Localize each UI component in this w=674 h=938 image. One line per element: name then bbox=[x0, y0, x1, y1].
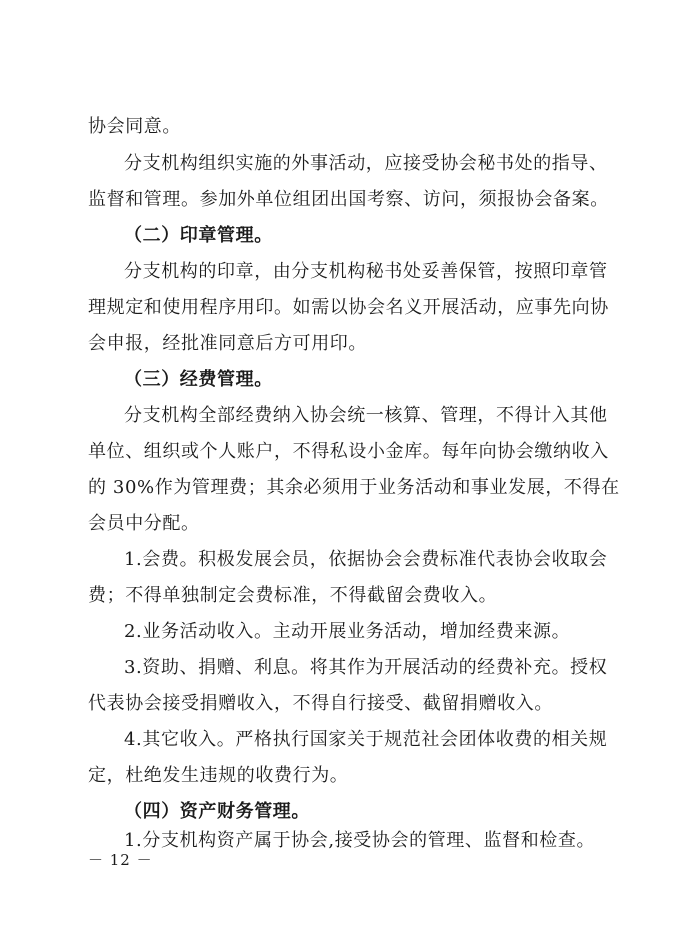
section-heading-assets: （四）资产财务管理。 bbox=[124, 801, 310, 822]
body-text-line: 会员中分配。 bbox=[88, 513, 200, 534]
body-text-line: 会申报，经批准同意后方可用印。 bbox=[88, 333, 367, 354]
list-item-assets-ownership: 1.分支机构资产属于协会,接受协会的管理、监督和检查。 bbox=[124, 830, 596, 851]
paragraph-first-line: 分支机构组织实施的外事活动，应接受协会秘书处的指导、 bbox=[124, 153, 608, 174]
paragraph-first-line: 分支机构的印章，由分支机构秘书处妥善保管，按照印章管 bbox=[124, 261, 608, 282]
body-text-line: 定，杜绝发生违规的收费行为。 bbox=[88, 765, 349, 786]
list-item-other-income: 4.其它收入。严格执行国家关于规范社会团体收费的相关规 bbox=[124, 729, 608, 750]
body-text-line: 单位、组织或个人账户，不得私设小金库。每年向协会缴纳收入 bbox=[88, 441, 609, 462]
section-heading-seal: （二）印章管理。 bbox=[124, 225, 273, 246]
section-heading-funds: （三）经费管理。 bbox=[124, 369, 273, 390]
body-text-line: 代表协会接受捐赠收入，不得自行接受、截留捐赠收入。 bbox=[88, 693, 553, 714]
body-text-line: 费；不得单独制定会费标准，不得截留会费收入。 bbox=[88, 585, 498, 606]
paragraph-first-line: 分支机构全部经费纳入协会统一核算、管理，不得计入其他 bbox=[124, 405, 608, 426]
body-text-line: 的 30%作为管理费；其余必须用于业务活动和事业发展，不得在 bbox=[88, 477, 620, 498]
body-text-line: 理规定和使用程序用印。如需以协会名义开展活动，应事先向协 bbox=[88, 297, 609, 318]
list-item-membership-fees: 1.会费。积极发展会员，依据协会会费标准代表协会收取会 bbox=[124, 549, 608, 570]
body-text-line: 监督和管理。参加外单位组团出国考察、访问，须报协会备案。 bbox=[88, 189, 609, 210]
page-number: － 12 － bbox=[88, 851, 153, 869]
list-item-donations: 3.资助、捐赠、利息。将其作为开展活动的经费补充。授权 bbox=[124, 657, 608, 678]
list-item-business-income: 2.业务活动收入。主动开展业务活动，增加经费来源。 bbox=[124, 621, 571, 642]
body-text-line: 协会同意。 bbox=[88, 116, 181, 137]
